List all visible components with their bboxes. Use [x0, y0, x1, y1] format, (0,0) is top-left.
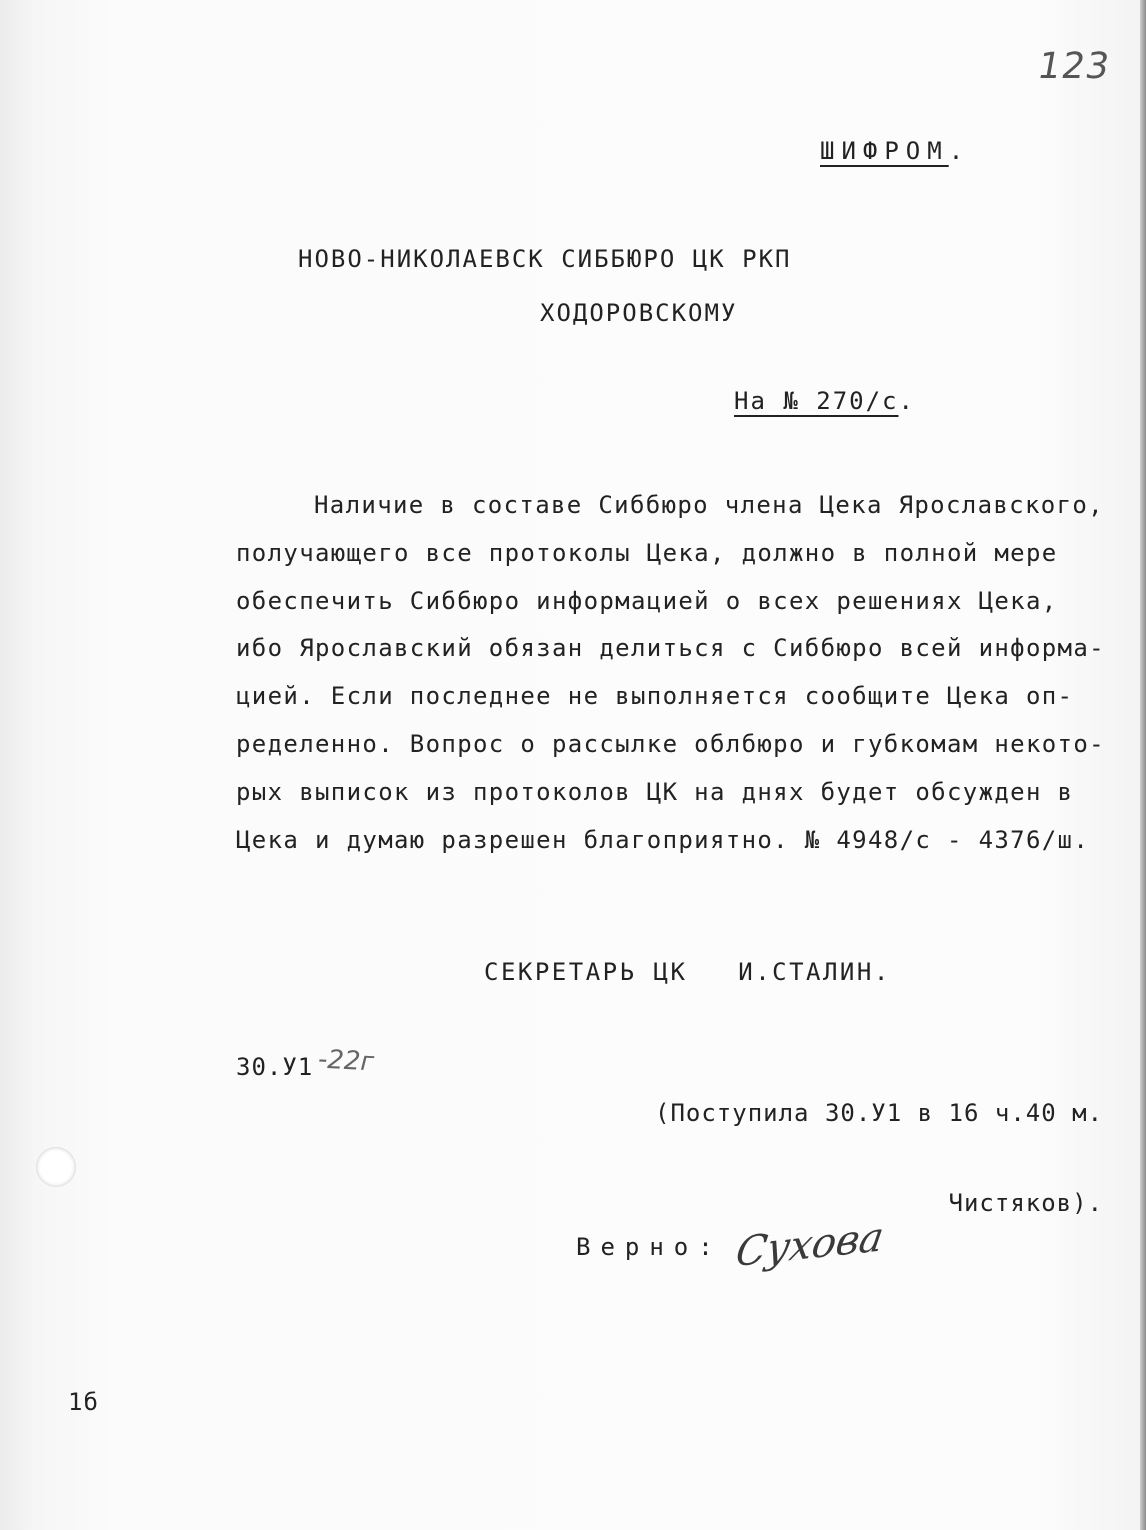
body-line: обеспечить Сиббюро информацией о всех решениях Цека, [236, 586, 1058, 615]
body-line: получающего все протоколы Цека, должно в полной мере [236, 538, 1058, 567]
certification-signature: Сухова [732, 1213, 887, 1277]
received-note-line-2: Чистяков). [948, 1189, 1104, 1217]
address-line-1: НОВО-НИКОЛАЕВСК СИББЮРО ЦК РКП [298, 245, 792, 273]
classification-suffix: . [948, 137, 971, 165]
date-typed: 30.У1 [236, 1053, 314, 1081]
body-line: Наличие в составе Сиббюро члена Цека Ярославского, [314, 491, 1104, 519]
body-line: ределенно. Вопрос о рассылке облбюро и губкомам некото- [236, 729, 1105, 758]
page-edge-shadow [1140, 0, 1146, 1530]
reference-suffix: . [898, 387, 915, 415]
classification-text: ШИФРОМ [820, 137, 949, 165]
reference-text: На № 270/с [734, 387, 899, 415]
body-line: цией. Если последнее не выполняется сообщите Цека оп- [236, 682, 1074, 711]
body-line: рых выписок из протоколов ЦК на днях будет обсужден в [236, 777, 1074, 806]
folio-number: 123 [1034, 46, 1114, 87]
received-note-line-1: (Поступила 30.У1 в 16 ч.40 м. [655, 1099, 1104, 1127]
message-body [236, 482, 1105, 864]
punch-hole [36, 1147, 76, 1187]
address-line-2: ХОДОРОВСКОМУ [540, 299, 738, 327]
reference-number [734, 386, 915, 416]
signature-line: СЕКРЕТАРЬ ЦК И.СТАЛИН. [484, 958, 891, 986]
classification-stamp [820, 136, 970, 166]
body-line: ибо Ярославский обязан делиться с Сиббюро всей информа- [236, 634, 1105, 663]
body-line: Цека и думаю разрешен благоприятно. № 4948/с - 4376/ш. [236, 825, 1090, 854]
date-handwritten: -22г [317, 1044, 375, 1078]
sheet-number: 1б [68, 1388, 99, 1416]
certification-label: Верно: [576, 1233, 723, 1261]
